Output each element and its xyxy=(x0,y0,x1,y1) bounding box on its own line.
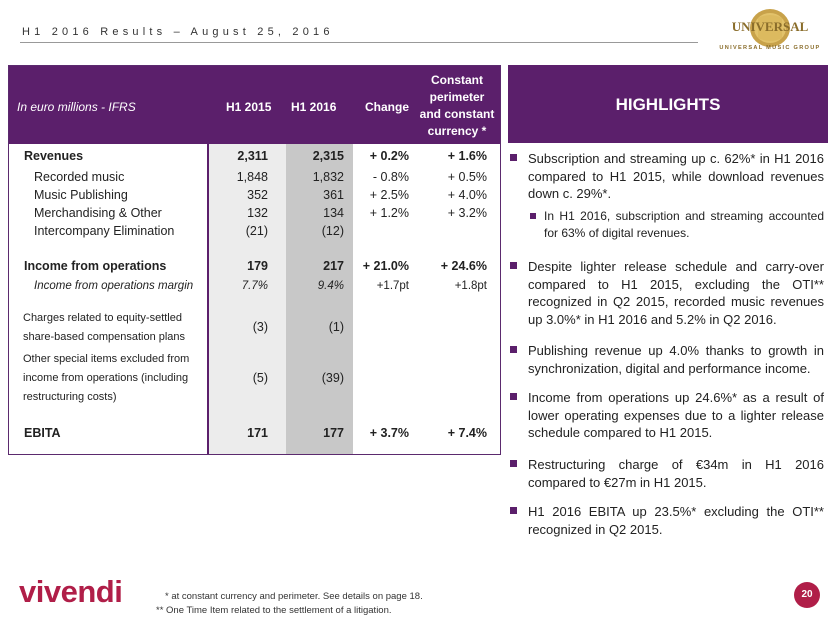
row-h15: 179 xyxy=(247,259,268,273)
row-change: +1.7pt xyxy=(376,280,409,292)
row-h16: 1,832 xyxy=(312,170,344,184)
row-h16: 177 xyxy=(323,426,344,440)
row-label: Revenues xyxy=(24,149,84,163)
highlight-bullet-5 xyxy=(508,456,824,491)
row-label-line2: income from operations (including xyxy=(23,372,189,384)
logo-wordmark: UNIVERSAL xyxy=(731,19,809,34)
col-constant-line1: Constant xyxy=(431,73,483,87)
row-constant: + 24.6% xyxy=(440,259,487,273)
bullet-square-icon xyxy=(530,213,536,219)
row-change: + 0.2% xyxy=(369,149,409,163)
bullet-text: Restructuring charge of €34m in H1 2016 compared to €27m in H1 2015. xyxy=(528,457,824,490)
bullet-text: Subscription and streaming up c. 62%* in H1 2016 compared to H1 2015, while download revenues down c. 29%*. xyxy=(528,151,824,201)
bullet-text: Despite lighter release schedule and carry-over compared to H1 2015, excluding the OTI** recognized in Q2 2015, recorded music revenues up 3.0%* in H1 2016 and 5.2% in Q2 2016. xyxy=(528,259,824,327)
row-change: + 3.7% xyxy=(369,426,409,440)
row-label xyxy=(23,309,185,347)
table-unit-label: In euro millions - IFRS xyxy=(17,100,136,114)
bullet-square-icon xyxy=(510,346,517,353)
bullet-text: Income from operations up 24.6%* as a result of lower operating expenses due to a lighter release schedule compared to H1 2015. xyxy=(528,390,824,440)
highlights-title: HIGHLIGHTS xyxy=(615,95,721,114)
row-label xyxy=(23,350,189,407)
bullet-square-icon xyxy=(510,154,517,161)
header-divider xyxy=(20,42,698,43)
row-h15: (5) xyxy=(252,371,268,385)
highlight-bullet-3 xyxy=(508,342,824,377)
row-h16: 9.4% xyxy=(317,280,344,292)
row-label-line2: share-based compensation plans xyxy=(23,331,186,343)
row-h16: (1) xyxy=(328,320,344,334)
row-change: + 2.5% xyxy=(369,188,409,202)
footnote-1: * at constant currency and perimeter. See details on page 18. xyxy=(165,591,423,602)
row-label: Income from operations xyxy=(24,259,167,273)
row-constant: + 7.4% xyxy=(447,426,487,440)
row-h16: 134 xyxy=(323,206,344,220)
row-h15: 2,311 xyxy=(237,149,268,163)
row-label: Merchandising & Other xyxy=(34,206,162,220)
row-label: Recorded music xyxy=(34,170,125,184)
col-constant-line3: and constant xyxy=(419,107,495,121)
page-number-badge: 20 xyxy=(794,582,820,608)
col-h1-2016: H1 2016 xyxy=(291,100,337,114)
row-h15: 7.7% xyxy=(241,280,268,292)
bullet-square-icon xyxy=(510,393,517,400)
row-label: Income from operations margin xyxy=(34,280,194,292)
row-change: + 21.0% xyxy=(362,259,409,273)
col-change: Change xyxy=(365,100,410,114)
row-change: + 1.2% xyxy=(369,206,409,220)
row-h15: 171 xyxy=(247,426,268,440)
row-label: Intercompany Elimination xyxy=(34,224,175,238)
header-title: H1 2016 Results – August 25, 2016 xyxy=(22,26,334,38)
col-h1-2015: H1 2015 xyxy=(226,100,272,114)
row-h16: 217 xyxy=(323,259,344,273)
row-label: Music Publishing xyxy=(34,188,128,202)
table-header xyxy=(9,66,500,144)
bullet-text: H1 2016 EBITA up 23.5%* excluding the OTI** recognized in Q2 2015. xyxy=(528,504,824,537)
col-constant xyxy=(415,72,499,140)
row-h16: 361 xyxy=(323,188,344,202)
row-h15: 132 xyxy=(247,206,268,220)
row-h15: 352 xyxy=(247,188,268,202)
bullet-text: Publishing revenue up 4.0% thanks to growth in synchronization, digital and performance income. xyxy=(528,343,824,376)
highlight-bullet-1 xyxy=(508,150,824,203)
bullet-square-icon xyxy=(510,460,517,467)
row-constant: +1.8pt xyxy=(454,280,487,292)
bullet-text: In H1 2016, subscription and streaming accounted for 63% of digital revenues. xyxy=(544,209,824,240)
row-label: EBITA xyxy=(24,426,61,440)
highlights-header xyxy=(508,65,828,143)
highlight-bullet-6 xyxy=(508,503,824,538)
row-label-line1: Charges related to equity-settled xyxy=(23,312,182,324)
logo-subtitle: UNIVERSAL MUSIC GROUP xyxy=(719,45,821,51)
row-constant: + 4.0% xyxy=(447,188,487,202)
row-label-line1: Other special items excluded from xyxy=(23,353,190,365)
row-constant: + 1.6% xyxy=(447,149,487,163)
highlight-bullet-4 xyxy=(508,389,824,442)
row-change: - 0.8% xyxy=(372,170,409,184)
row-h16: 2,315 xyxy=(312,149,344,163)
row-label-line3: restructuring costs) xyxy=(23,391,117,403)
row-h16: (39) xyxy=(321,371,344,385)
row-h15: (3) xyxy=(252,320,268,334)
col-constant-line2: perimeter xyxy=(429,90,485,104)
bullet-square-icon xyxy=(510,507,517,514)
row-constant: + 3.2% xyxy=(447,206,487,220)
highlight-subbullet-1 xyxy=(530,208,824,242)
bullet-square-icon xyxy=(510,262,517,269)
results-table xyxy=(8,65,501,455)
row-constant: + 0.5% xyxy=(447,170,487,184)
row-h15: 1,848 xyxy=(236,170,268,184)
row-h15: (21) xyxy=(245,224,268,238)
footnote-2: ** One Time Item related to the settlement of a litigation. xyxy=(156,605,392,616)
highlight-bullet-2 xyxy=(508,258,824,328)
col-constant-line4: currency * xyxy=(427,124,487,138)
vivendi-logo: vivendi xyxy=(19,574,123,609)
row-h16: (12) xyxy=(321,224,344,238)
